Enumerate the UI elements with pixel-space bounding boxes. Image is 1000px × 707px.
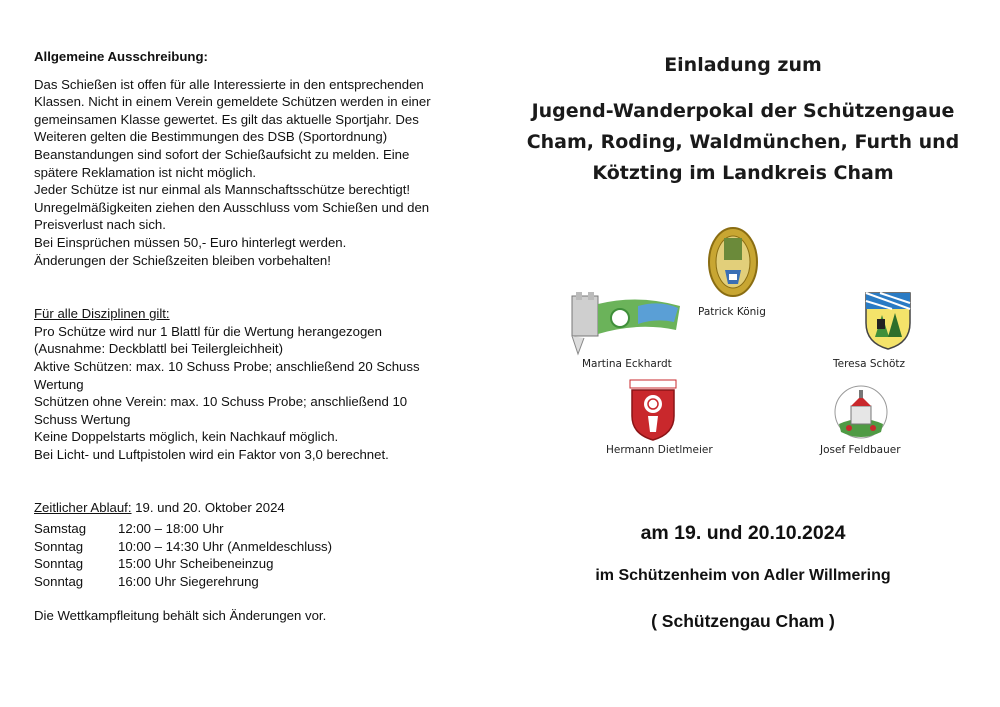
schedule-heading: Zeitlicher Ablauf: [34, 500, 132, 516]
text-line: Bei Einsprüchen müssen 50,- Euro hinterlegt werden. [34, 234, 347, 250]
event-title-line: Cham, Roding, Waldmünchen, Furth und [526, 131, 960, 153]
text-line: Beanstandungen sind sofort der Schießaufsicht zu melden. Eine [34, 146, 410, 162]
red-shield-logo [628, 378, 678, 442]
person-name: Martina Eckhardt [582, 358, 672, 370]
schedule-day: Sonntag [34, 556, 84, 572]
text-line: (Ausnahme: Deckblattl bei Teilergleichheit) [34, 341, 283, 357]
event-gau: ( Schützengau Cham ) [651, 611, 835, 631]
event-title-line: Kötzting im Landkreis Cham [592, 162, 894, 184]
text-line: Jeder Schütze ist nur einmal als Mannschaftsschütze berechtigt! [34, 182, 411, 198]
schedule-time: 10:00 – 14:30 Uhr (Anmeldeschluss) [118, 538, 333, 554]
round-church-logo [833, 384, 889, 440]
general-heading: Allgemeine Ausschreibung: [34, 49, 208, 64]
text-line: spätere Reklamation ist nicht möglich. [34, 164, 257, 180]
person-name: Patrick König [698, 306, 766, 318]
schedule-time: 16:00 Uhr Siegerehrung [118, 573, 259, 589]
disciplines-heading: Für alle Disziplinen gilt: [34, 306, 170, 322]
schedule-dates: 19. und 20. Oktober 2024 [131, 500, 285, 516]
text-line: Klassen. Nicht in einem Verein gemeldete Schützen werden in einer [34, 94, 431, 110]
event-venue: im Schützenheim von Adler Willmering [595, 567, 891, 584]
left-column [34, 48, 484, 625]
discipline-rules [34, 323, 484, 464]
schedule-table [34, 520, 484, 590]
schedule-time: 15:00 Uhr Scheibeneinzug [118, 556, 274, 572]
event-date: am 19. und 20.10.2024 [640, 522, 846, 544]
text-line: Unregelmäßigkeiten ziehen den Ausschluss vom Schießen und den [34, 199, 430, 215]
schedule-day: Sonntag [34, 573, 84, 589]
text-line: Bei Licht- und Luftpistolen wird ein Faktor von 3,0 berechnet. [34, 446, 389, 462]
castle-banner-logo [568, 292, 686, 358]
person-name: Hermann Dietlmeier [606, 444, 713, 456]
text-line: Aktive Schützen: max. 10 Schuss Probe; anschließend 20 Schuss [34, 358, 420, 374]
text-line: Weiteren gelten die Bestimmungen des DSB (Sportordnung) [34, 129, 388, 145]
invite-title: Einladung zum [664, 54, 822, 76]
general-rules [34, 76, 484, 270]
text-line: gemeinsamen Klasse gewertet. Es gilt das aktuelle Sportjahr. Des [34, 111, 419, 127]
text-line: Das Schießen ist offen für alle Interessierte in den entsprechenden [34, 76, 424, 92]
right-column [500, 0, 1000, 707]
bavarian-shield-logo [862, 289, 914, 351]
text-line: Wertung [34, 376, 84, 392]
schedule-day: Samstag [34, 521, 87, 537]
text-line: Keine Doppelstarts möglich, kein Nachkauf möglich. [34, 429, 339, 445]
text-line: Änderungen der Schießzeiten bleiben vorbehalten! [34, 252, 331, 268]
schedule-time: 12:00 – 18:00 Uhr [118, 521, 224, 537]
person-name: Teresa Schötz [833, 358, 906, 370]
footer-note: Die Wettkampfleitung behält sich Änderungen vor. [34, 608, 327, 624]
person-name: Josef Feldbauer [820, 444, 901, 456]
schedule-heading-line [34, 499, 484, 517]
text-line: Schützen ohne Verein: max. 10 Schuss Probe; anschließend 10 [34, 394, 408, 410]
text-line: Preisverlust nach sich. [34, 217, 166, 233]
text-line: Pro Schütze wird nur 1 Blattl für die Wertung herangezogen [34, 323, 382, 339]
event-title [500, 96, 986, 189]
gold-badge-logo [707, 226, 759, 298]
event-title-line: Jugend-Wanderpokal der Schützengaue [531, 100, 955, 122]
text-line: Schuss Wertung [34, 411, 131, 427]
schedule-day: Sonntag [34, 538, 84, 554]
